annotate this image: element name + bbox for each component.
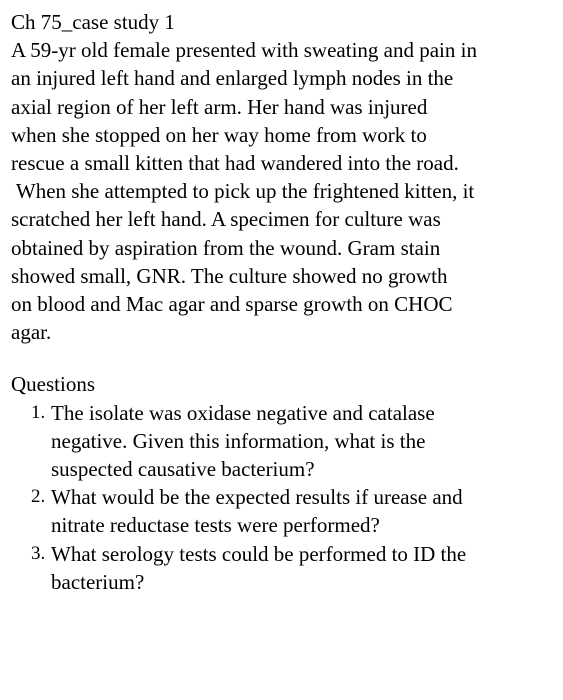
question-line: negative. Given this information, what is the bbox=[51, 428, 426, 453]
case-line: scratched her left hand. A specimen for culture was bbox=[11, 207, 441, 232]
case-line: an injured left hand and enlarged lymph nodes in the bbox=[11, 66, 454, 91]
question-line: What serology tests could be performed to ID the bbox=[51, 541, 467, 566]
case-line: rescue a small kitten that had wandered into the road. bbox=[11, 151, 459, 176]
case-line: When she attempted to pick up the frightened kitten, it bbox=[11, 179, 475, 204]
case-description bbox=[11, 36, 556, 346]
document-page bbox=[11, 8, 556, 596]
question-item bbox=[11, 540, 556, 596]
question-number: 1. bbox=[31, 401, 46, 423]
question-line: bacterium? bbox=[51, 569, 145, 594]
case-line: when she stopped on her way home from work to bbox=[11, 122, 427, 147]
question-line: nitrate reductase tests were performed? bbox=[51, 513, 380, 538]
document-title: Ch 75_case study 1 bbox=[11, 10, 175, 34]
paragraph-spacer bbox=[11, 346, 556, 370]
case-line: agar. bbox=[11, 320, 52, 345]
question-number: 2. bbox=[31, 486, 46, 508]
question-number: 3. bbox=[31, 542, 46, 564]
case-line: axial region of her left arm. Her hand was injured bbox=[11, 94, 428, 119]
case-line: obtained by aspiration from the wound. Gram stain bbox=[11, 235, 441, 260]
case-line: A 59-yr old female presented with sweating and pain in bbox=[11, 38, 477, 63]
question-list bbox=[11, 399, 556, 596]
case-line: showed small, GNR. The culture showed no growth bbox=[11, 263, 448, 288]
question-item bbox=[11, 399, 556, 484]
question-line: suspected causative bacterium? bbox=[51, 457, 315, 482]
questions-heading: Questions bbox=[11, 372, 95, 397]
question-line: What would be the expected results if urease and bbox=[51, 485, 463, 510]
question-line: The isolate was oxidase negative and catalase bbox=[51, 400, 435, 425]
case-line: on blood and Mac agar and sparse growth on CHOC bbox=[11, 292, 453, 317]
question-item bbox=[11, 483, 556, 539]
